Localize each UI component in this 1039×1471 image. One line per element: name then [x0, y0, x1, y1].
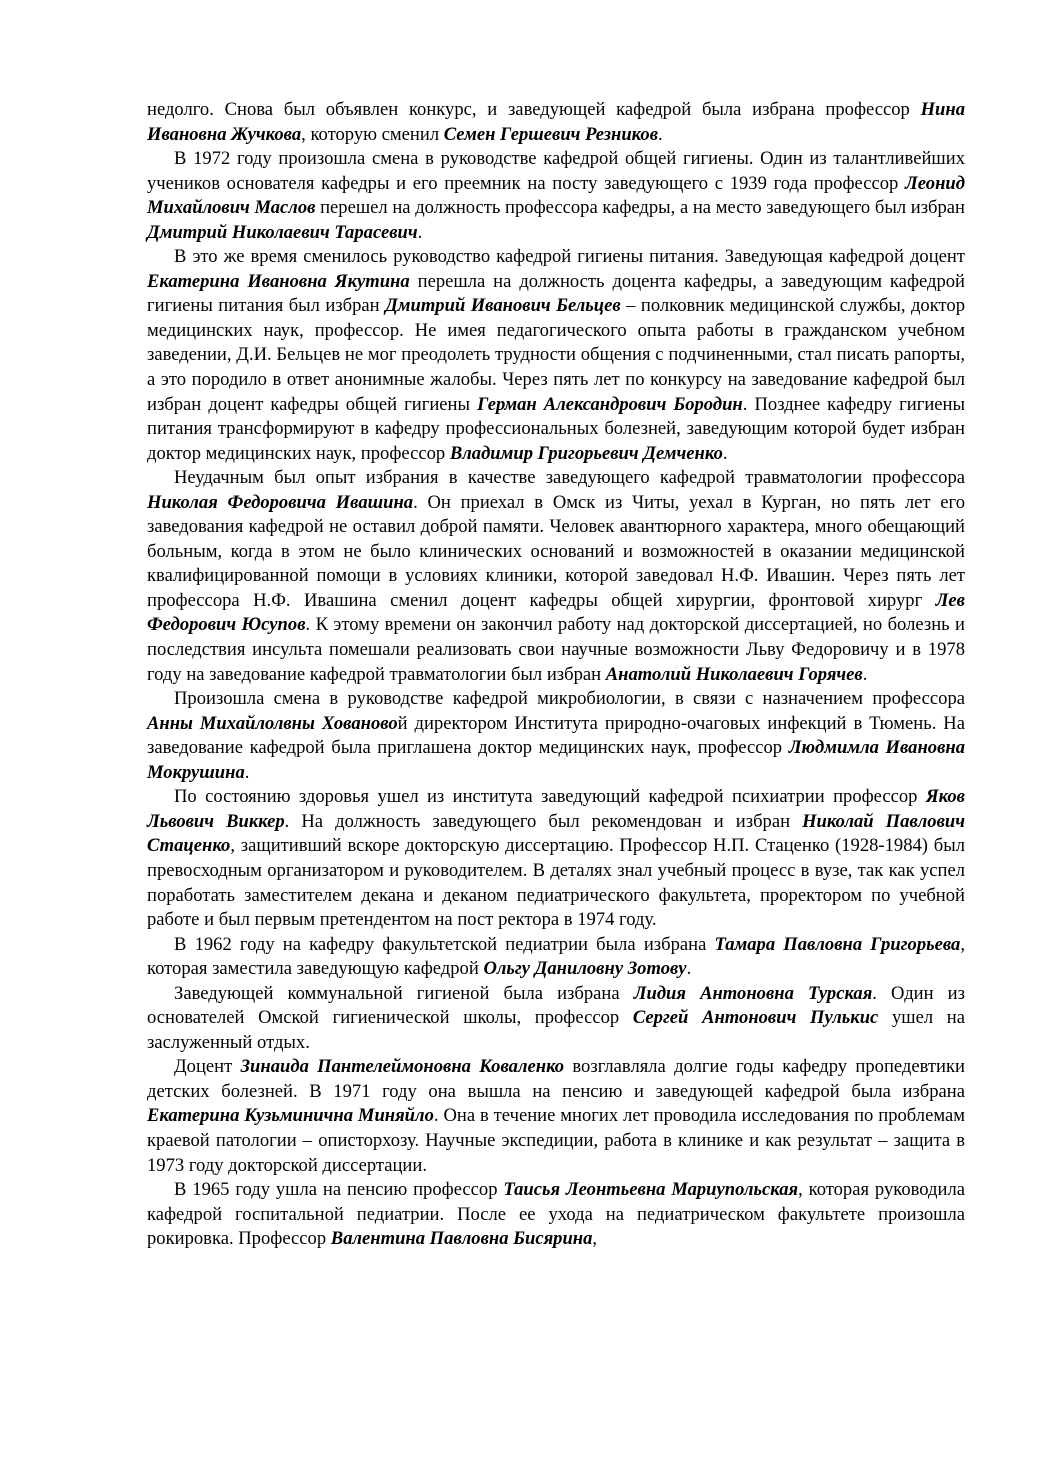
person-name: Сергей Антонович Пулькис: [632, 1007, 879, 1029]
text-run: По состоянию здоровья ушел из института заведующий кафедрой психиатрии профессор: [174, 786, 926, 808]
person-name: Нина Ивановна Жучкова: [147, 99, 965, 145]
text-run: В 1965 году ушла на пенсию профессор: [174, 1179, 504, 1201]
paragraph: [147, 785, 965, 932]
text-run: перешел на должность профессора кафедры, а на место заведующего был избран: [315, 197, 966, 219]
paragraph: [147, 1178, 965, 1252]
paragraph: [147, 1055, 965, 1178]
person-name: Зинаида Пантелеймоновна Коваленко: [240, 1056, 565, 1078]
person-name: Валентина Павловна Бисярина: [330, 1228, 593, 1250]
text-run: . На должность заведующего был рекомендован и избран: [284, 810, 803, 832]
document-page: [147, 98, 965, 1252]
person-name: Анны Михайлолвны Хованово: [147, 712, 398, 734]
person-name: Екатерина Ивановна Якутина: [147, 270, 410, 292]
person-name: Николая Федоровича Ивашина: [147, 491, 414, 513]
text-run: В это же время сменилось руководство кафедрой гигиены питания. Заведующая кафедрой доцент: [174, 246, 965, 268]
person-name: Екатерина Кузьминична Миняйло: [147, 1105, 434, 1127]
text-run: перешла на должность доцента кафедры, а заведующим кафедрой гигиены питания был избран: [147, 270, 966, 317]
paragraph: [147, 687, 965, 785]
text-run: – полковник медицинской службы, доктор медицинских наук, профессор. Не имея педагогического опыта работы в гражданском учебном заведении, Д.И. Бельцев не мог преодолеть трудности общения с подчиненными, стал писать рапорты, а это породило в ответ анонимные жалобы. Через пять лет по конкурсу на заведование кафедрой был избран доцент кафедры общей гигиены: [147, 295, 965, 415]
person-name: Дмитрий Николаевич Тарасевич: [147, 221, 418, 243]
text-run: .: [244, 761, 250, 783]
person-name: Николай Павлович Стаценко: [147, 810, 965, 857]
person-name: Анатолий Николаевич Горячев: [605, 663, 863, 685]
person-name: Таисья Леонтьевна Мариупольская: [503, 1179, 799, 1201]
person-name: Герман Александрович Бородин: [477, 393, 743, 415]
text-run: . Он приехал в Омск из Читы, уехал в Курган, но пять лет его заведования кафедрой не оставил доброй памяти. Человек авантюрного характера, много обещающий больным, когда в этом не было клинических оснований и возможностей в оказании медицинской квалифицированной помощи в условиях клиники, которой заведовал Н.Ф. Ивашин. Через пять лет профессора Н.Ф. Ивашина сменил доцент кафедры общей хирургии, фронтовой хирург: [147, 491, 966, 611]
text-run: Неудачным был опыт избрания в качестве заведующего кафедрой травматологии профессора: [174, 467, 965, 489]
person-name: Дмитрий Иванович Бельцев: [385, 295, 621, 317]
person-name: Семен Гершевич Резников: [443, 123, 659, 145]
paragraph: [147, 466, 965, 687]
text-run: .: [686, 958, 692, 980]
text-run: , которая заместила заведующую кафедрой: [147, 933, 965, 980]
text-run: .: [658, 123, 663, 145]
text-run: й директором Института природно-очаговых инфекций в Тюмень. На заведование кафедрой была приглашена доктор медицинских наук, профессор: [147, 712, 965, 759]
text-run: ,: [592, 1228, 598, 1250]
text-run: В 1972 году произошла смена в руководстве кафедрой общей гигиены. Один из талантливейших учеников основателя кафедры и его преемник на посту заведующего с 1939 года профессор: [147, 148, 965, 194]
text-run: .: [417, 221, 423, 243]
text-run: недолго. Снова был объявлен конкурс, и заведующей кафедрой была избрана профессор: [147, 99, 921, 120]
paragraph: [147, 98, 965, 147]
text-run: ушел на заслуженный отдых.: [147, 1007, 966, 1053]
text-run: возглавляла долгие годы кафедру пропедевтики детских болезней. В 1971 году она вышла на пенсию и заведующей кафедрой была избрана: [147, 1056, 965, 1102]
person-name: Ольгу Даниловну Зотову: [483, 958, 687, 980]
text-run: .: [722, 442, 728, 464]
text-run: Заведующей коммунальной гигиеной была избрана: [174, 982, 634, 1004]
text-run: . К этому времени он закончил работу над докторской диссертацией, но болезнь и последствия инсульта помешали реализовать свои научные возможности Льву Федоровичу и в 1978 году на заведование кафедрой травматологии был избран: [147, 614, 965, 685]
text-run: Произошла смена в руководстве кафедрой микробиологии, в связи с назначением профессора: [174, 688, 965, 710]
paragraph: [147, 982, 965, 1056]
paragraph: [147, 245, 965, 466]
person-name: Людмимла Ивановна Мокрушина: [147, 737, 965, 783]
text-run: В 1962 году на кафедру факультетской педиатрии была избрана: [174, 933, 715, 955]
person-name: Лидия Антоновна Турская: [633, 982, 873, 1004]
paragraph: [147, 147, 965, 245]
person-name: Леонид Михайлович Маслов: [147, 172, 965, 219]
person-name: Владимир Григорьевич Демченко: [449, 442, 723, 464]
person-name: Яков Львович Виккер: [147, 786, 965, 832]
person-name: Лев Федорович Юсупов: [147, 589, 965, 636]
text-run: .: [862, 663, 868, 685]
text-run: . Позднее кафедру гигиены питания трансформируют в кафедру профессиональных болезней, заведующим которой будет избран доктор медицинских наук, профессор: [147, 393, 965, 464]
text-run: , которая руководила кафедрой госпитальной педиатрии. После ее ухода на педиатрическом факультете произошла рокировка. Профессор: [147, 1179, 965, 1250]
text-run: , которую сменил: [301, 123, 444, 145]
text-run: , защитивший вскоре докторскую диссертацию. Профессор Н.П. Стаценко (1928-1984) был превосходным организатором и руководителем. В деталях знал учебный процесс в вузе, так как успел поработать заместителем декана и деканом педиатрического факультета, проректором по учебной работе и был первым претендентом на пост ректора в 1974 году.: [147, 835, 965, 931]
paragraph: [147, 933, 965, 982]
text-run: Доцент: [174, 1056, 241, 1078]
text-run: . Один из основателей Омской гигиенической школы, профессор: [147, 982, 965, 1029]
person-name: Тамара Павловна Григорьева: [714, 933, 961, 955]
text-run: . Она в течение многих лет проводила исследования по проблемам краевой патологии – описторхозу. Научные экспедиции, работа в клинике и как результат – защита в 1973 году докторской диссертации.: [147, 1105, 965, 1176]
